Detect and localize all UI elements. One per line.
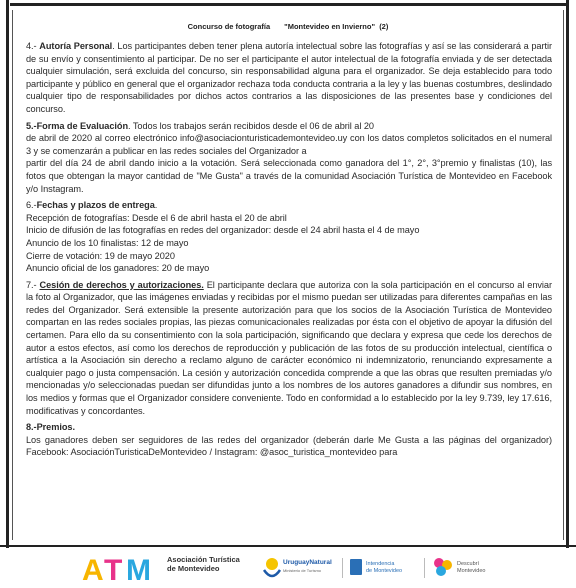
uruguay-natural-icon — [262, 556, 282, 580]
document-body — [26, 40, 552, 463]
section-5-line-2: de abril de 2020 al correo electrónico info@asociacionturisticademontevideo.uy con los datos completos solicitados en el numeral 3 y se comenzarán a publicar en las redes sociales del Organizador a — [26, 133, 552, 156]
atm-logo-a: A — [82, 554, 104, 584]
descubri-line-2: Montevideo — [457, 567, 486, 574]
atm-logo-m: M — [126, 554, 151, 584]
frame-left-inner — [12, 10, 13, 540]
atm-name — [167, 555, 240, 573]
date-item: Cierre de votación: 19 de mayo 2020 — [26, 250, 175, 261]
frame-left — [6, 0, 9, 548]
header-left: Concurso de fotografía — [187, 22, 271, 31]
frame-right-inner — [563, 10, 564, 540]
frame-bottom — [0, 545, 576, 547]
section-4-title: Autoría Personal — [39, 41, 113, 51]
section-4-number: 4.- — [26, 41, 37, 51]
section-5-heading — [26, 121, 128, 131]
descubri-montevideo-name — [457, 561, 485, 574]
section-5 — [26, 120, 552, 196]
date-item: Inicio de difusión de las fotografías en redes del organizador: desde el 24 abril hasta el 4 de mayo — [26, 225, 420, 236]
atm-logo-t: T — [104, 554, 123, 584]
intendencia-line-2: de Montevideo — [366, 567, 403, 574]
intendencia-icon — [350, 559, 362, 575]
section-8 — [26, 421, 552, 459]
section-5-line-3: partir del día 24 de abril dando inicio a la votación. Será seleccionada como ganadora del 1°, 2°, 3°premio y finalistas (10), las fotos que obtengan la mayor cantidad de "Me Gusta" a través de la comunidad Asociación Turística de Montevideo en Facebook y/o Instagram. — [26, 158, 552, 194]
section-5-title: Forma de Evaluación — [36, 120, 129, 131]
section-7-body: El participante declara que autoriza con la sola participación en el concurso al enviar la foto al Organizador, que las imágenes enviadas y recibidas por el mismo puedan ser utilizadas para diferentes campañas en las redes del Organizador. Será extensible la presente autorización para que los socios de la Asociación Turística de Montevideo compartan en las redes sociales propias, las piezas comunicacionales realizadas por ésta con el objetivo de apoyar la difusión del certamen. Para ello da su consentimiento con la sola participación, significando que declara y expresa que cede los derechos de autor a estos efectos, así como los derechos de reproducción y publicación de las fotos de su producción intelectual, científica o artística a la Asociación sin derecho a reclamo alguno de carácter económico ni indemnizatorio, renunciando expresamente a cualquier pago o justa compensación. La cesión y autorización concedida comprende a que las obras que resulten premiadas y/o mencionadas y/o seleccionadas puedan ser difundidas junto a los nombres de los autores ganadores a difundir sus nombres, en los medios y formas que el Organizador considere conveniente. Todo en conformidad a lo establecido por la ley 9.739, ley 17.616, modificativas y concordantes. — [26, 279, 552, 416]
intendencia-name — [366, 561, 402, 574]
uruguay-natural-name: UruguayNatural — [283, 559, 332, 566]
section-5-number: 5.- — [26, 120, 37, 131]
section-6-heading — [26, 199, 552, 212]
frame-right — [566, 0, 569, 548]
section-7-number: 7.- — [26, 279, 37, 290]
section-8-body: Los ganadores deben ser seguidores de las redes del organizador (deberán darle Me Gusta a las páginas del organizador) Facebook: AsociaciónTuristicaDeMontevideo / Instagram: @asoc_turistica_montevideo para — [26, 434, 552, 458]
intendencia-line-1: Intendencia — [366, 561, 395, 567]
uruguay-natural-sub: Ministerio de Turismo — [283, 568, 322, 573]
atm-name-line-2: de Montevideo — [167, 564, 220, 573]
section-4-body: . Los participantes deben tener plena autoría intelectual sobre las fotografías y así se las considerará a partir de su envío y consentimiento al participar. De no ser el participante el autor intelectual de la fotografía enviada y de ser detectada cualquier simulación, será excluida del concurso, sin responsabilidad alguna para el organizador. Se deja establecido para todo participante y público en general que el organizador rechaza toda conducta contraria a la ley y las buenas costumbres, deslindado cualquier tipo de responsabilidades por dichos actos contrarios a las disposiciones de las presentes base y condiciones del concurso. — [26, 41, 552, 114]
section-6-title: Fechas y plazos de entrega — [36, 200, 155, 211]
date-item: Recepción de fotografías: Desde el 6 de abril hasta el 20 de abril — [26, 212, 287, 223]
frame-top — [10, 3, 566, 6]
header-title: "Montevideo en Invierno" — [284, 22, 376, 31]
sponsor-footer — [0, 548, 576, 588]
atm-logo — [82, 552, 162, 584]
section-8-title: Premios. — [36, 422, 75, 433]
date-item: Anuncio de los 10 finalistas: 12 de mayo — [26, 237, 189, 248]
descubri-montevideo-icon — [432, 556, 454, 578]
section-8-heading — [26, 421, 552, 434]
section-6 — [26, 199, 552, 275]
date-item: Anuncio oficial de los ganadores: 20 de mayo — [26, 263, 210, 274]
section-4 — [26, 40, 552, 116]
section-6-number: 6.- — [26, 200, 37, 211]
section-6-dot: . — [154, 200, 158, 211]
footer-divider — [342, 558, 343, 578]
atm-name-line-1: Asociación Turística — [167, 555, 240, 564]
section-8-number: 8.- — [26, 422, 37, 433]
footer-divider — [424, 558, 425, 578]
header-page: (2) — [379, 22, 389, 31]
section-5-line-1: . Todos los trabajos serán recibidos desde el 06 de abril al 20 — [128, 120, 374, 131]
descubri-line-1: Descubrí — [457, 561, 480, 567]
page-header — [0, 22, 576, 31]
section-7 — [26, 279, 552, 418]
section-7-title: Cesión de derechos y autorizaciones. — [39, 279, 204, 290]
